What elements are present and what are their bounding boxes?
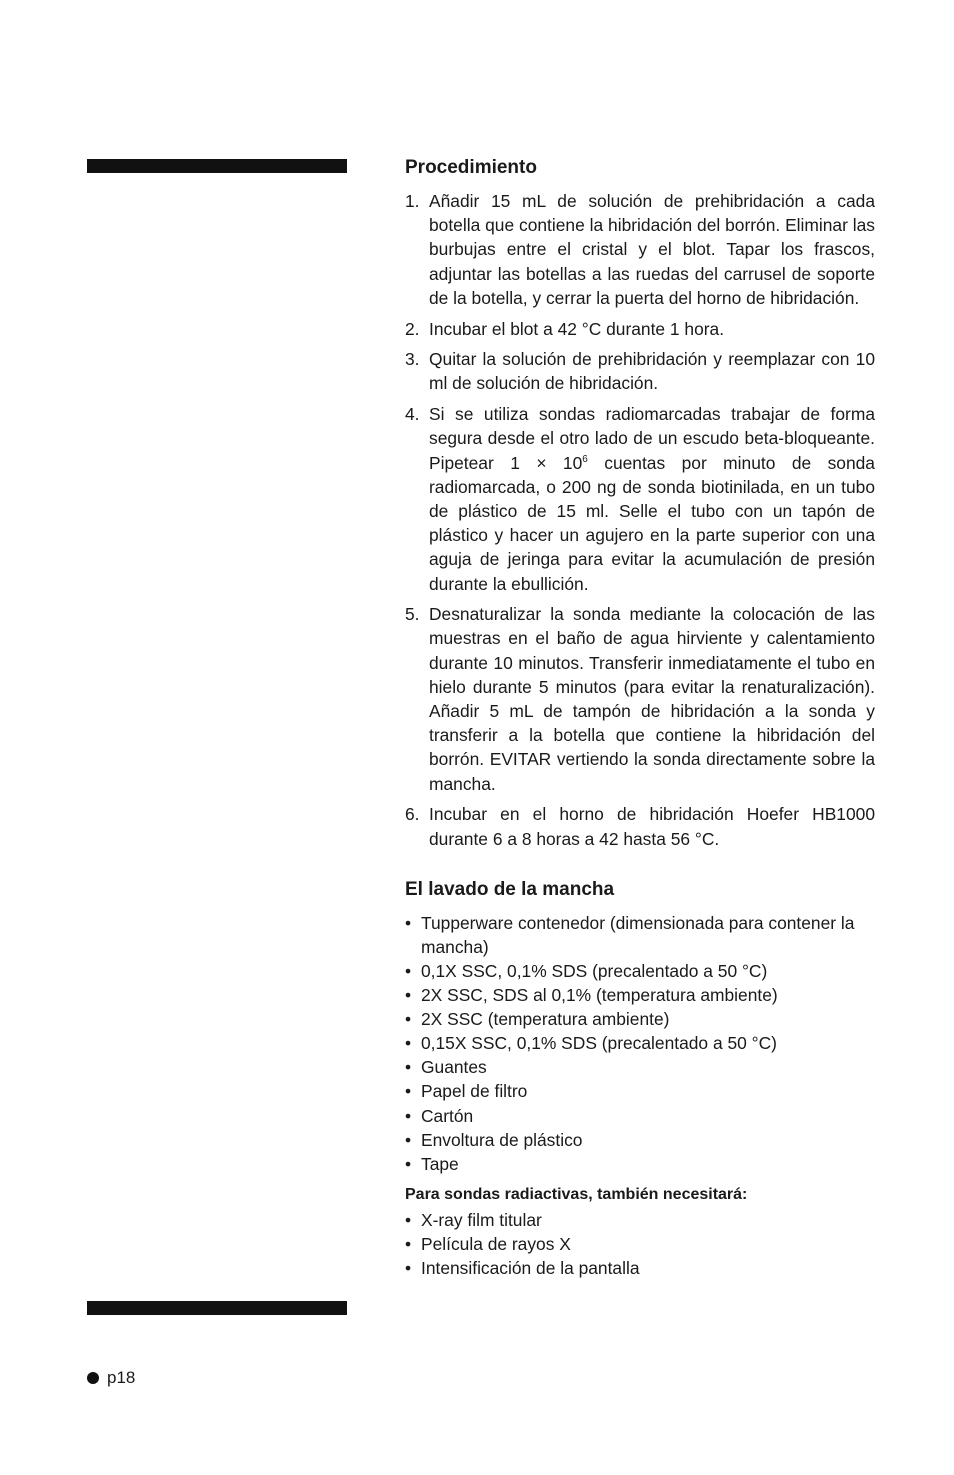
page-number: p18 (107, 1368, 136, 1387)
decorative-rule-bottom (87, 1301, 347, 1315)
bullet-dot-icon (87, 1372, 99, 1384)
step-number: 6. (405, 804, 420, 825)
list-item: • 0,1X SSC, 0,1% SDS (precalentado a 50 °C) (405, 959, 875, 983)
step-number: 4. (405, 404, 420, 425)
radio-materials-list (405, 1208, 875, 1280)
step-item (405, 347, 875, 395)
step-number: 2. (405, 318, 420, 339)
list-item: • Intensificación de la pantalla (405, 1256, 875, 1280)
step-text: Añadir 15 mL de solución de prehibridación a cada botella que contiene la hibridación del borrón. Eliminar las burbujas entre el cristal y el blot. Tapar los frascos, adjuntar las botellas a las ruedas del carrusel de soporte de la botella, y cerrar la puerta del horno de hibridación. (429, 191, 875, 308)
step-item (405, 802, 875, 850)
decorative-rule-top (87, 159, 347, 173)
page-footer (87, 1366, 135, 1390)
step-text: Incubar en el horno de hibridación Hoefer HB1000 durante 6 a 8 horas a 42 hasta 56 °C. (429, 804, 875, 849)
list-item: • Papel de filtro (405, 1079, 875, 1103)
step-text: Incubar el blot a 42 °C durante 1 hora. (429, 318, 725, 339)
step-item (405, 602, 875, 796)
list-item: • X-ray film titular (405, 1208, 875, 1232)
procedure-steps (405, 189, 875, 851)
step-number: 5. (405, 604, 420, 625)
step-text: Desnaturalizar la sonda mediante la colocación de las muestras en el baño de agua hirviente y calentamiento durante 10 minutos. Transferir inmediatamente el tubo en hielo durante 5 minutos (para evitar la renaturalización). Añadir 5 mL de tampón de hibridación a la sonda y transferir a la botella que contiene la hibridación del borrón. EVITAR vertiendo la sonda directamente sobre la mancha. (429, 604, 875, 794)
step-superscript: 6 (582, 453, 588, 465)
list-item: • Guantes (405, 1055, 875, 1079)
step-text: Quitar la solución de prehibridación y reemplazar con 10 ml de solución de hibridación. (429, 349, 875, 394)
list-item: • 0,15X SSC, 0,1% SDS (precalentado a 50 °C) (405, 1031, 875, 1055)
list-item: • Tupperware contenedor (dimensionada para contener la mancha) (405, 911, 875, 959)
list-item: • Película de rayos X (405, 1232, 875, 1256)
procedimiento-heading: Procedimiento (405, 157, 537, 178)
list-item: • 2X SSC (temperatura ambiente) (405, 1007, 875, 1031)
step-number: 3. (405, 349, 420, 370)
step-number: 1. (405, 191, 420, 211)
list-item: • 2X SSC, SDS al 0,1% (temperatura ambiente) (405, 983, 875, 1007)
step-item (405, 402, 875, 596)
list-item: • Envoltura de plástico (405, 1128, 875, 1152)
lavado-materials-list (405, 911, 875, 1176)
step-item (405, 317, 875, 341)
step-text-part-b: cuentas por minuto de sonda radiomarcada, o 200 ng de sonda biotinilada, en un tubo de plástico de 15 ml. Selle el tubo con un tapón de plástico y hacer un agujero en la parte superior con una aguja de jeringa para evitar la acumulación de presión durante la ebullición. (429, 452, 875, 594)
lavado-heading: El lavado de la mancha (405, 878, 615, 900)
main-content (405, 155, 875, 1280)
step-item (405, 189, 875, 310)
list-item: • Cartón (405, 1104, 875, 1128)
step-text-part-a: Si se utiliza sondas radiomarcadas trabajar de forma segura desde el otro lado de un escudo beta-bloqueante. Pipetear 1 × 10 (429, 404, 875, 473)
radio-subheading: Para sondas radiactivas, también necesitará: (405, 1185, 748, 1203)
list-item: • Tape (405, 1152, 875, 1176)
lavado-section (405, 877, 875, 1280)
